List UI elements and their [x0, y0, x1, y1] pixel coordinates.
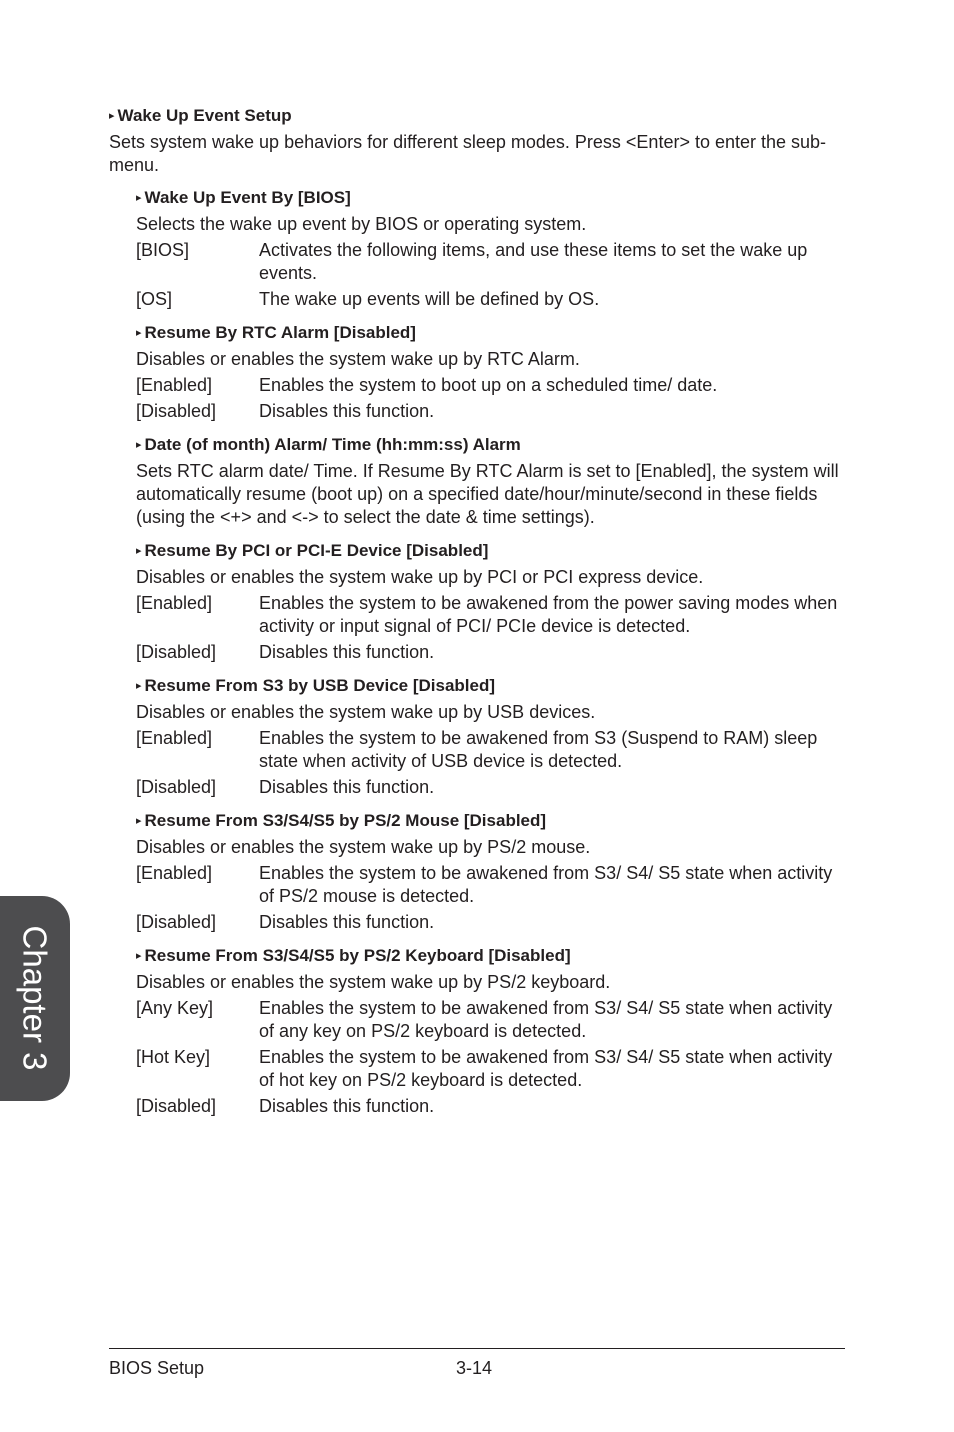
section-description: Sets system wake up behaviors for different sleep modes. Press <Enter> to enter the sub-menu. [109, 132, 827, 175]
option-key: [Any Key] [136, 998, 214, 1018]
triangle-bullet-icon: ▸ [136, 327, 142, 339]
option-key: [BIOS] [136, 240, 190, 260]
option-value: Disables this function. [259, 642, 435, 662]
setting-title [136, 186, 849, 210]
option-value: Disables this function. [259, 1096, 435, 1116]
triangle-bullet-icon: ▸ [136, 439, 142, 451]
setting-item [136, 674, 849, 799]
setting-title-text: Wake Up Event By [BIOS] [144, 188, 351, 207]
option-row [136, 641, 849, 664]
page-number: 3-14 [456, 1358, 493, 1378]
option-key: [Hot Key] [136, 1047, 211, 1067]
section-heading-text: Wake Up Event Setup [117, 106, 292, 125]
setting-item [136, 186, 849, 311]
option-value: Disables this function. [259, 912, 435, 932]
option-row [136, 911, 849, 934]
setting-description: Disables or enables the system wake up by PS/2 mouse. [136, 837, 591, 857]
option-key: [Disabled] [136, 1096, 217, 1116]
setting-item [136, 809, 849, 934]
setting-title [136, 809, 849, 833]
setting-title-text: Resume From S3/S4/S5 by PS/2 Mouse [Disabled] [144, 811, 547, 830]
setting-title-text: Resume From S3/S4/S5 by PS/2 Keyboard [Disabled] [144, 946, 571, 965]
option-key: [Enabled] [136, 863, 213, 883]
option-row [136, 727, 849, 773]
option-value: Disables this function. [259, 777, 435, 797]
setting-title [136, 944, 849, 968]
setting-description: Disables or enables the system wake up by USB devices. [136, 702, 596, 722]
option-key: [Enabled] [136, 375, 213, 395]
option-value: Enables the system to boot up on a scheduled time/ date. [259, 375, 718, 395]
submenu-items [136, 186, 849, 1118]
option-value: Enables the system to be awakened from S3 (Suspend to RAM) sleep state when activity of USB device is detected. [259, 728, 818, 771]
option-row [136, 1095, 849, 1118]
triangle-bullet-icon: ▸ [109, 110, 115, 122]
option-key: [Enabled] [136, 728, 213, 748]
chapter-tab [0, 896, 70, 1101]
setting-item [136, 539, 849, 664]
option-value: Enables the system to be awakened from S3/ S4/ S5 state when activity of hot key on PS/2 keyboard is detected. [259, 1047, 833, 1090]
setting-title-text: Resume By PCI or PCI-E Device [Disabled] [144, 541, 489, 560]
page-content [109, 104, 849, 1128]
setting-description: Selects the wake up event by BIOS or operating system. [136, 214, 587, 234]
option-key: [Disabled] [136, 642, 217, 662]
triangle-bullet-icon: ▸ [136, 950, 142, 962]
option-row [136, 1046, 849, 1092]
option-key: [Disabled] [136, 912, 217, 932]
chapter-label: Chapter 3 [16, 925, 54, 1071]
setting-item [136, 944, 849, 1118]
option-key: [OS] [136, 289, 173, 309]
setting-description: Disables or enables the system wake up by PS/2 keyboard. [136, 972, 611, 992]
setting-title-text: Resume From S3 by USB Device [Disabled] [144, 676, 496, 695]
setting-item [136, 321, 849, 423]
triangle-bullet-icon: ▸ [136, 680, 142, 692]
setting-title [136, 539, 849, 563]
triangle-bullet-icon: ▸ [136, 192, 142, 204]
setting-title-text: Resume By RTC Alarm [Disabled] [144, 323, 416, 342]
setting-item [136, 433, 849, 529]
option-row [136, 776, 849, 799]
option-value: Enables the system to be awakened from S3/ S4/ S5 state when activity of PS/2 mouse is detected. [259, 863, 833, 906]
setting-title [136, 433, 849, 457]
section-heading [109, 104, 849, 128]
footer-section-title: BIOS Setup [109, 1358, 205, 1378]
option-value: The wake up events will be defined by OS. [259, 289, 600, 309]
option-key: [Enabled] [136, 593, 213, 613]
option-value: Activates the following items, and use these items to set the wake up events. [259, 240, 808, 283]
option-key: [Disabled] [136, 777, 217, 797]
setting-title [136, 674, 849, 698]
option-row [136, 288, 849, 311]
setting-description: Sets RTC alarm date/ Time. If Resume By RTC Alarm is set to [Enabled], the system will automatically resume (boot up) on a specified date/hour/minute/second in these fields (using the <+> and <-> to select the date & time settings). [136, 461, 839, 527]
setting-title [136, 321, 849, 345]
option-key: [Disabled] [136, 401, 217, 421]
option-row [136, 374, 849, 397]
footer-divider [109, 1348, 845, 1349]
option-value: Enables the system to be awakened from S3/ S4/ S5 state when activity of any key on PS/2 keyboard is detected. [259, 998, 833, 1041]
setting-title-text: Date (of month) Alarm/ Time (hh:mm:ss) Alarm [144, 435, 521, 454]
setting-description: Disables or enables the system wake up by PCI or PCI express device. [136, 567, 704, 587]
option-row [136, 400, 849, 423]
option-value: Disables this function. [259, 401, 435, 421]
option-row [136, 862, 849, 908]
option-row [136, 239, 849, 285]
triangle-bullet-icon: ▸ [136, 545, 142, 557]
triangle-bullet-icon: ▸ [136, 815, 142, 827]
option-row [136, 592, 849, 638]
option-value: Enables the system to be awakened from the power saving modes when activity or input signal of PCI/ PCIe device is detected. [259, 593, 838, 636]
option-row [136, 997, 849, 1043]
setting-description: Disables or enables the system wake up by RTC Alarm. [136, 349, 580, 369]
